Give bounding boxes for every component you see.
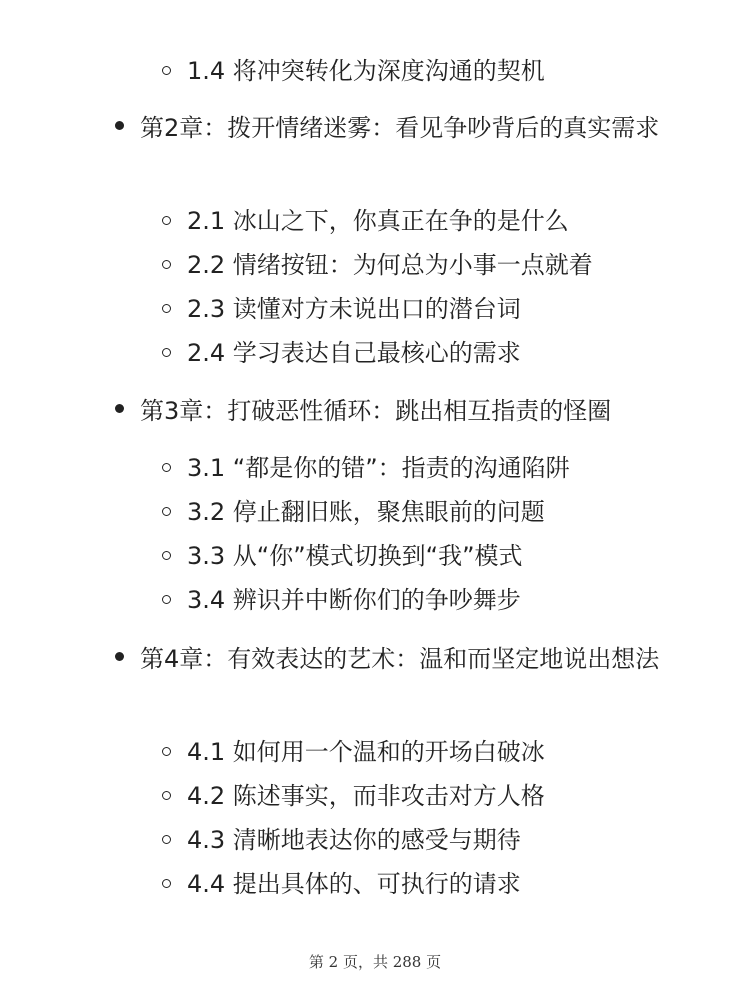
disc-bullet-icon bbox=[115, 652, 124, 661]
section-label: 2.4 学习表达自己最核心的需求 bbox=[187, 339, 521, 367]
section-label: 4.4 提出具体的、可执行的请求 bbox=[187, 870, 521, 898]
section-label: 4.2 陈述事实，而非攻击对方人格 bbox=[187, 782, 545, 810]
circle-bullet-icon bbox=[162, 835, 171, 844]
toc-section-3-1 bbox=[162, 453, 702, 483]
chapter-label: 第2章：拨开情绪迷雾：看见争吵背后的真实需求 bbox=[140, 114, 660, 142]
toc-section-3-3 bbox=[162, 541, 702, 571]
toc-section-2-1 bbox=[162, 206, 702, 236]
section-label: 2.1 冰山之下，你真正在争的是什么 bbox=[187, 207, 569, 235]
toc-section-3-2 bbox=[162, 497, 702, 527]
toc-section-2-2 bbox=[162, 250, 702, 280]
section-label: 3.4 辨识并中断你们的争吵舞步 bbox=[187, 586, 521, 614]
disc-bullet-icon bbox=[115, 121, 124, 130]
circle-bullet-icon bbox=[162, 260, 171, 269]
circle-bullet-icon bbox=[162, 551, 171, 560]
toc-chapter-2 bbox=[115, 110, 675, 146]
section-label: 2.2 情绪按钮：为何总为小事一点就着 bbox=[187, 251, 593, 279]
section-label: 3.1 “都是你的错”：指责的沟通陷阱 bbox=[187, 454, 570, 482]
section-label: 3.3 从“你”模式切换到“我”模式 bbox=[187, 542, 523, 570]
chapter-label: 第4章：有效表达的艺术：温和而坚定地说出想法 bbox=[140, 645, 660, 673]
circle-bullet-icon bbox=[162, 507, 171, 516]
circle-bullet-icon bbox=[162, 348, 171, 357]
circle-bullet-icon bbox=[162, 216, 171, 225]
toc-section-4-2 bbox=[162, 781, 702, 811]
toc-section-4-3 bbox=[162, 825, 702, 855]
toc-section-2-4 bbox=[162, 338, 702, 368]
circle-bullet-icon bbox=[162, 304, 171, 313]
circle-bullet-icon bbox=[162, 747, 171, 756]
circle-bullet-icon bbox=[162, 879, 171, 888]
circle-bullet-icon bbox=[162, 791, 171, 800]
toc-chapter-3 bbox=[115, 393, 675, 429]
section-label: 2.3 读懂对方未说出口的潜台词 bbox=[187, 295, 521, 323]
toc-section-3-4 bbox=[162, 585, 702, 615]
toc-section-1-4 bbox=[162, 56, 702, 86]
circle-bullet-icon bbox=[162, 595, 171, 604]
chapter-label: 第3章：打破恶性循环：跳出相互指责的怪圈 bbox=[140, 397, 612, 425]
section-label: 3.2 停止翻旧账，聚焦眼前的问题 bbox=[187, 498, 545, 526]
toc-section-4-4 bbox=[162, 869, 702, 899]
section-label: 4.1 如何用一个温和的开场白破冰 bbox=[187, 738, 545, 766]
toc-chapter-4 bbox=[115, 641, 675, 677]
toc-section-4-1 bbox=[162, 737, 702, 767]
page-number-footer: 第 2 页，共 288 页 bbox=[308, 953, 442, 971]
section-label: 1.4 将冲突转化为深度沟通的契机 bbox=[187, 57, 545, 85]
disc-bullet-icon bbox=[115, 404, 124, 413]
circle-bullet-icon bbox=[162, 463, 171, 472]
section-label: 4.3 清晰地表达你的感受与期待 bbox=[187, 826, 521, 854]
circle-bullet-icon bbox=[162, 66, 171, 75]
toc-section-2-3 bbox=[162, 294, 702, 324]
